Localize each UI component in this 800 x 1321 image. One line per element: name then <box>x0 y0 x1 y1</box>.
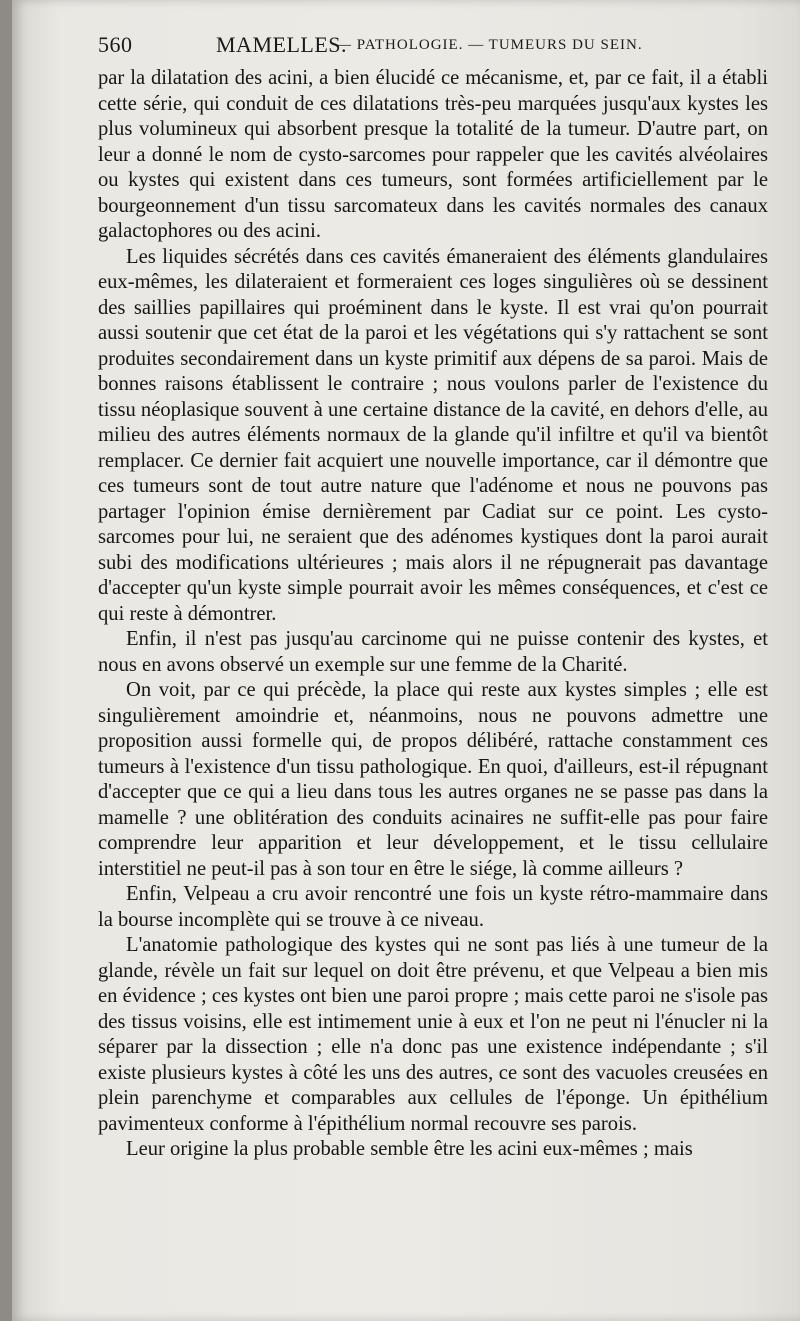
paragraph: Enfin, Velpeau a cru avoir rencontré une fois un kyste rétro-mammaire dans la bourse incomplète qui se trouve à ce niveau. <box>98 883 768 931</box>
paragraph: L'anatomie pathologique des kystes qui ne sont pas liés à une tumeur de la glande, révèle un fait sur lequel on doit être prévenu, et que Velpeau a bien mis en évidence ; ces kystes ont bien une paroi propre ; mais cette paroi ne s'isole pas des tissus voisins, elle est intimement unie à eux et l'on ne peut ni l'énucler ni la séparer par la dissection ; elle n'a donc pas une existence indépendante ; s'il existe plusieurs kystes à côté les uns des autres, ce sont des vacuoles creusées en plein parenchyme et comparables aux cellules de l'éponge. Un épithélium pavimenteux conforme à l'épithélium normal recouvre ses parois. <box>98 934 768 1135</box>
paragraph: Leur origine la plus probable semble être les acini eux-mêmes ; mais <box>126 1138 693 1160</box>
paragraph: Les liquides sécrétés dans ces cavités émaneraient des éléments glandulaires eux-mêmes, les dilateraient et formeraient ces loges singulières où se dessinent des saillies papillaires qui proéminent dans le kyste. Il est vrai qu'on pourrait aussi soutenir que cet état de la paroi et les végétations qui s'y rattachent se sont produites secondairement dans un kyste primitif aux dépens de sa paroi. Mais de bonnes raisons établissent le contraire ; nous voulons parler de l'existence du tissu néoplasique souvent à une certaine distance de la cavité, en dehors d'elle, au milieu des autres éléments normaux de la glande qu'il infiltre et qu'il va bientôt remplacer. Ce dernier fait acquiert une nouvelle importance, car il démontre que ces tumeurs sont de tout autre nature que l'adénome et nous ne pouvons pas partager l'opinion émise dernièrement par Cadiat sur ce point. Les cysto-sarcomes pour lui, ne seraient que des adénomes kystiques dont la paroi aurait subi des modifications ultérieures ; mais alors il ne répugnerait pas davantage d'accepter qu'un kyste simple pourrait avoir les mêmes conséquences, et c'est ce qui reste à démontrer. <box>98 245 768 625</box>
paragraph: Enfin, il n'est pas jusqu'au carcinome qui ne puisse contenir des kystes, et nous en avons observé un exemple sur une femme de la Charité. <box>98 628 768 676</box>
running-title: MAMELLES. <box>216 32 347 57</box>
body-text <box>98 66 768 1163</box>
page-header <box>98 32 768 62</box>
book-page <box>12 0 800 1321</box>
running-subtitle: — PATHOLOGIE. — TUMEURS DU SEIN. <box>336 37 643 53</box>
page-number: 560 <box>98 32 133 57</box>
paragraph: par la dilatation des acini, a bien élucidé ce mécanisme, et, par ce fait, il a établi cette série, qui conduit de ces dilatations très-peu marquées jusqu'aux kystes les plus volumineux qui absorbent presque la totalité de la tumeur. D'autre part, on leur a donné le nom de cysto-sarcomes pour rappeler que les cavités alvéolaires ou kystes qui existent dans ces tumeurs, sont formées artificiellement par le bourgeonnement d'un tissu sarcomateux dans les cavités normales des canaux galactophores ou des acini. <box>98 67 768 242</box>
paragraph: On voit, par ce qui précède, la place qui reste aux kystes simples ; elle est singulièrement amoindrie et, néanmoins, nous ne pouvons admettre une proposition aussi formelle qui, de propos délibéré, rattache constamment ces tumeurs à l'existence d'un tissu pathologique. En quoi, d'ailleurs, est-il répugnant d'accepter que ce qui a lieu dans tous les autres organes ne se passe pas dans la mamelle ? une oblitération des conduits acinaires ne suffit-elle pas pour faire comprendre leur apparition et leur développement, et le tissu cellulaire interstitiel ne peut-il pas à son tour en être le siége, là comme ailleurs ? <box>98 679 768 880</box>
